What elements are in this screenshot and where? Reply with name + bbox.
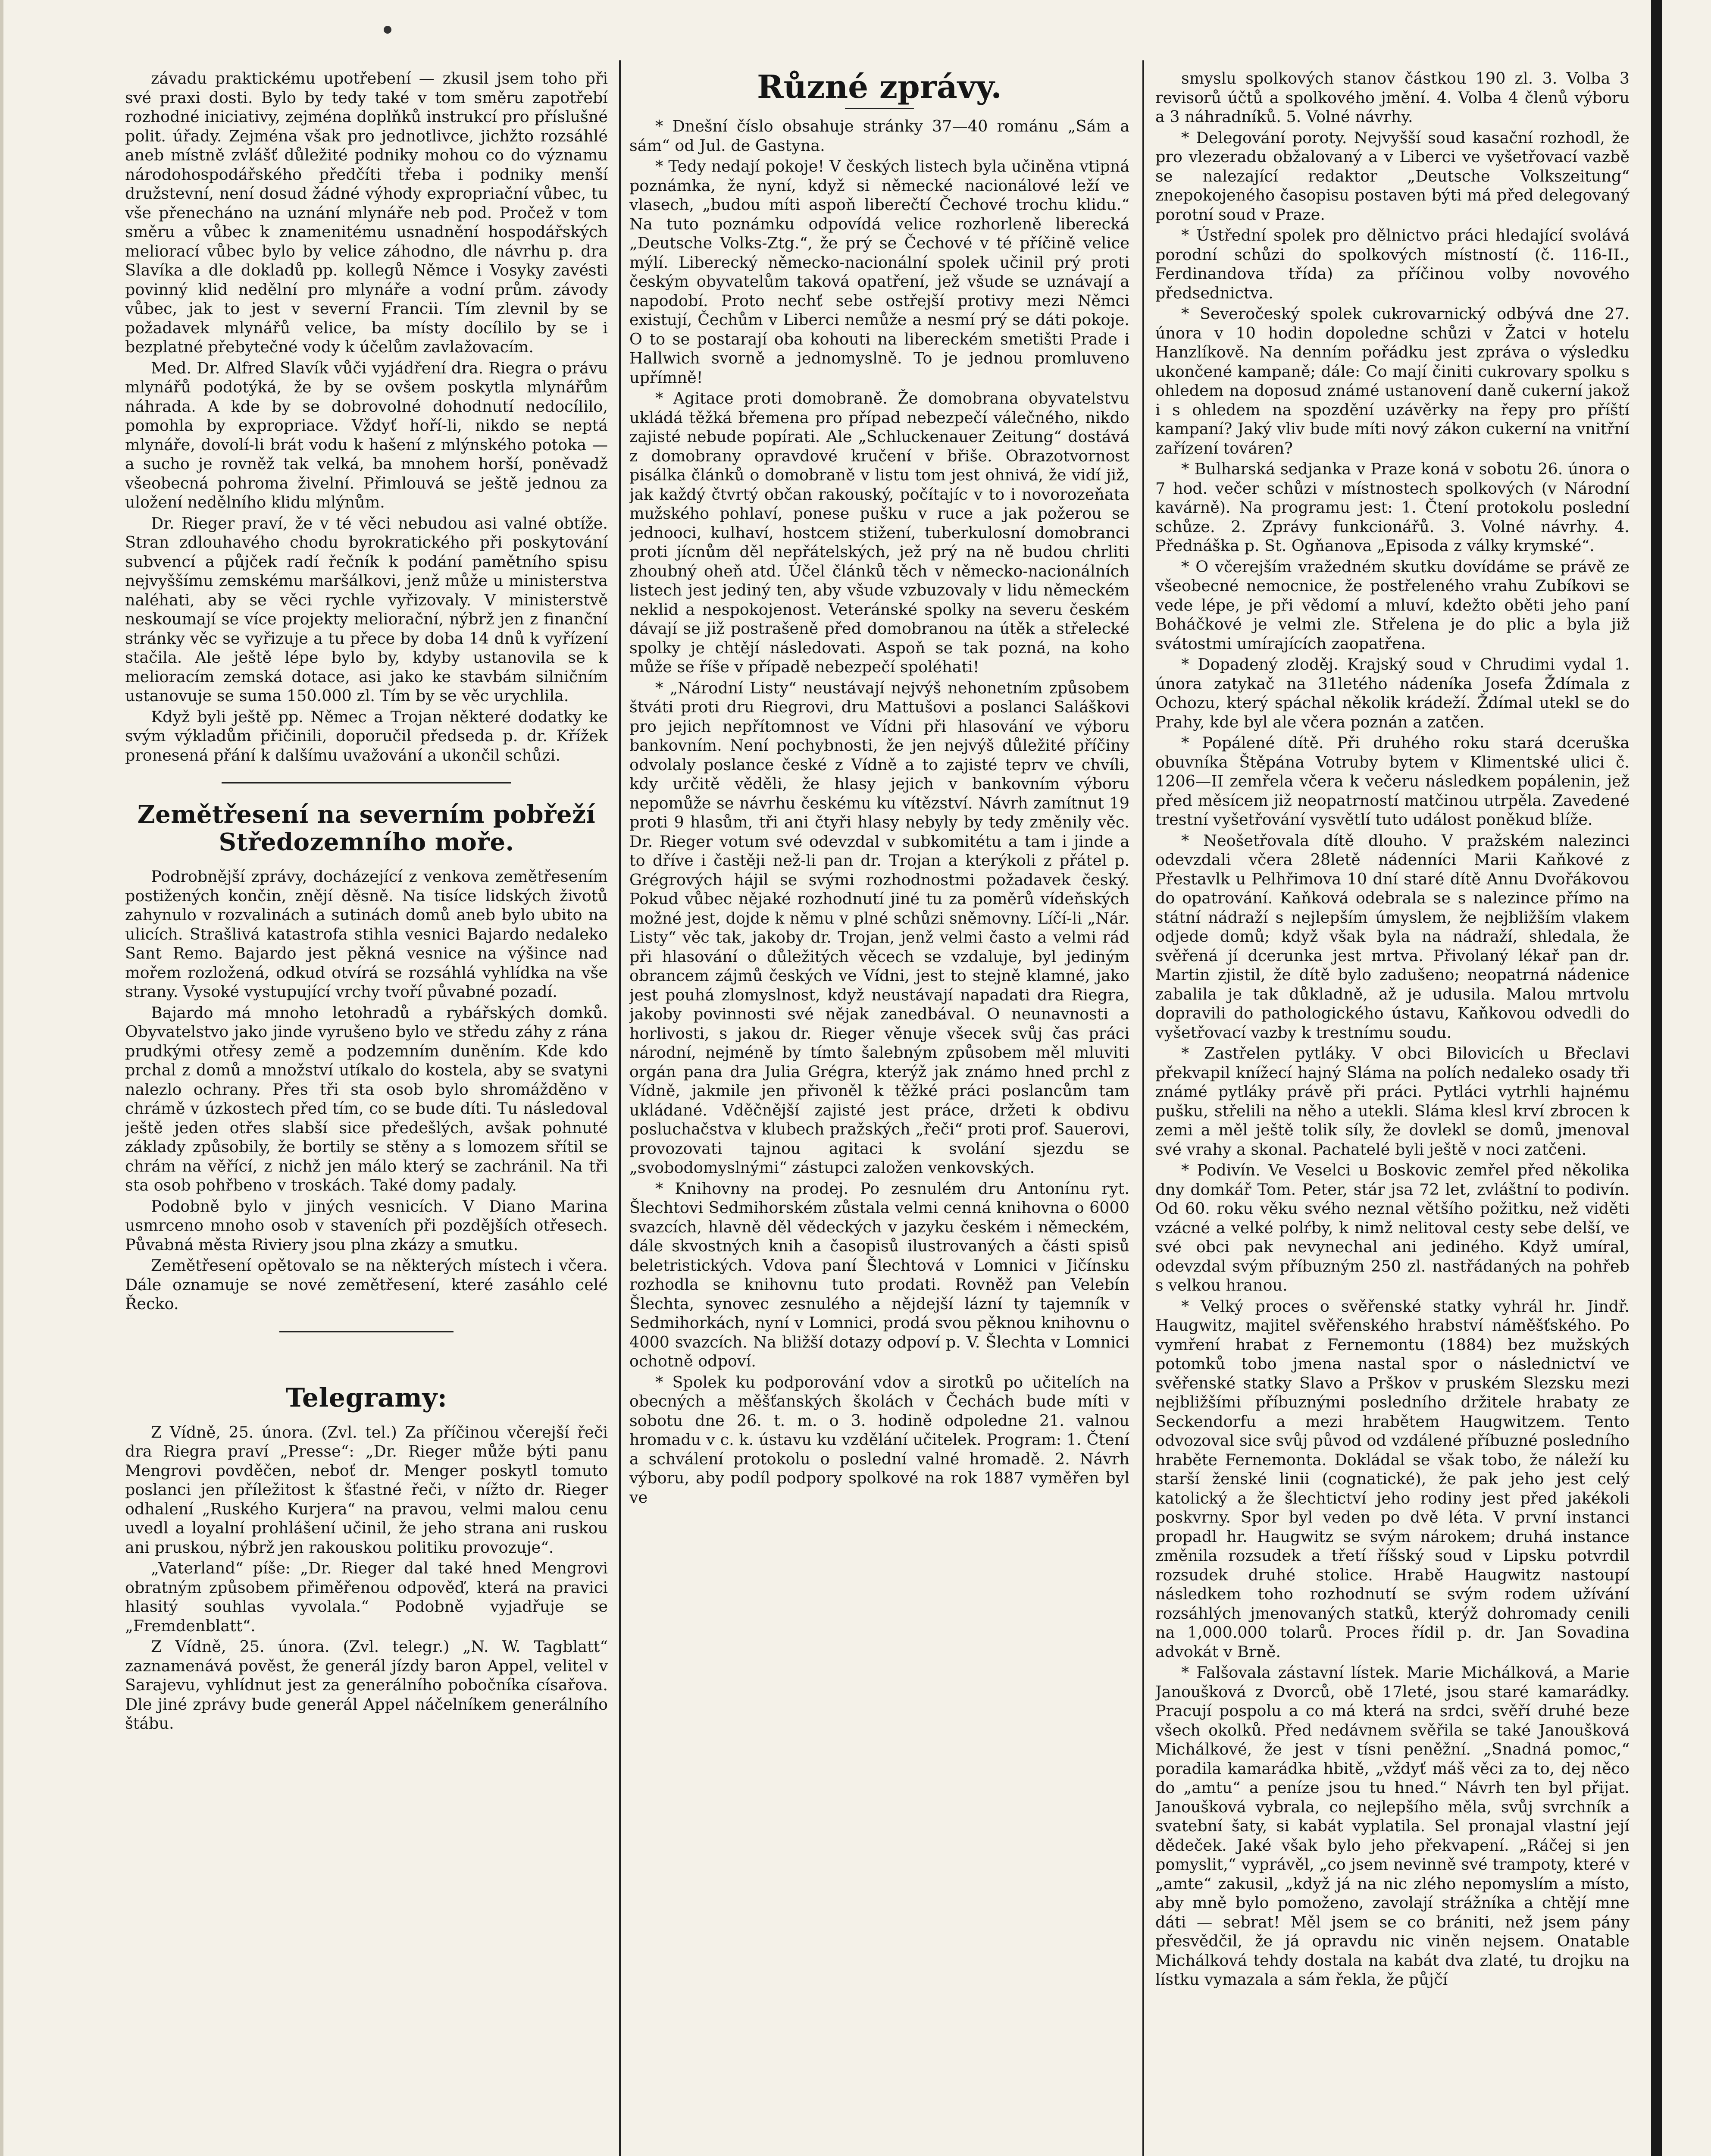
news-item: * Severočeský spolek cukrovarnický odbývá dne 27. února v 10 hodin dopoledne schůzi v Žatci v hotelu Hanzlíkově. Na denním pořádku jest zpráva o výsledku ukončené kampaně; dále: Co mají činiti cukrovary spolku s ohledem na doposud známé ustanovení daně cukerní jakož i s ohledem na spozdění uzávěrky na řepy pro příští kampaní? Jaký vliv bude míti nový zákon cukerní na vnitřní zařízení továren? (1155, 304, 1630, 458)
column-divider-2 (1142, 60, 1144, 2156)
earthquake-paragraph: Bajardo má mnoho letohradů a rybářských domků. Obyvatelstvo jako jinde vyrušeno bylo ve středu záhy z rána prudkými otřesy země a podzemním duněním. Kde kdo prchal z domů a množství utíkalo do kostela, aby se svatyni nalezlo ochrany. Přes tři sta osob bylo shromážděno v chrámě v úzkostech před tím, co se bude díti. Tu následoval ještě jeden otřes slabší sice předešlých, avšak pohnuté základy způsobily, že bortily se stěny a s lomozem sřítil se chrám na věřící, z nichž jen málo který se zachránil. Na tři sta osob pohřbeno v troskách. Také domy padaly. (125, 1003, 608, 1194)
article-paragraph: Med. Dr. Alfred Slavík vůči vyjádření dra. Riegra o právu mlynářů podotýká, že by se ovšem poskytla mlynářům náhrada. A kde by se dobrovolné dohodnutí nedocílilo, pomohla by expropriace. Vždyť hoří-li, nikdo se neptá mlynáře, dovolí-li brát vodu k hašení z mlýnského potoka — a sucho je rovněž tak velká, ba mnohem horší, poněvadž všeobecná pohroma živelní. Přimlouvá se ještě jednou za uložení nedělního klidu mlýnům. (125, 358, 608, 511)
headline-underline (845, 108, 914, 109)
column-3 (1155, 69, 1630, 2156)
article-paragraph: Dr. Rieger praví, že v té věci nebudou asi valné obtíže. Stran zdlouhavého chodu byrokratického při poskytování subvencí a půjček radí řečník k podání pamětního spisu nejvyššímu zemskému maršálkovi, jenž může u ministerstva naléhati, aby se věci rychle vyřizovaly. V ministerstvě neskoumají se více projekty meliorační, nýbrž jen z finanční stránky věc se vyřizuje a tu přece by doba 14 dnů k vyřízení stačila. Ale ještě lépe bylo by, kdyby ustanovila se k melioracím zemská dotace, asi jako ke stavbám silničním ustanovuje se suma 150.000 zl. Tím by se věc urychlila. (125, 514, 608, 705)
earthquake-paragraph: Zemětřesení opětovalo se na některých místech i včera. Dále oznamuje se nové zemětřesení, které zasáhlo celé Řecko. (125, 1256, 608, 1313)
telegrams-headline: Telegramy: (285, 1382, 447, 1413)
column-2 (629, 69, 1129, 2156)
news-item: * Podivín. Ve Veselci u Boskovic zemřel před několika dny domkář Tom. Peter, stár jsa 72 let, zvláštní to podivín. Od 60. roku věku svého neznal většího požitku, než viděti vzácné a velké polŕby, k nimž nelitoval cesty sebe delší, ve své obci pak nevynechal ani jediného. Když umíral, odevzdal svým příbuzným 250 zl. nastřádaných na pohřeb s velkou hranou. (1155, 1161, 1630, 1294)
news-item: * Velký proces o svěřenské statky vyhrál hr. Jindř. Haugwitz, majitel svěřenského hrabství náměšťského. Po vymření hrabat z Fernemontu (1884) bez mužských potomků tobo jmena nastal spor o následnictví ve svěřenské statky Slavo a Prškov v pruském Slezsku mezi nejbližšími příbuznými posledního držitele hrabaty ze Seckendorfu a mezi hrabětem Haugwitzem. Tento odvozoval sice svůj původ od vzdálené příbuzné posledního hraběte Fernemonta. Dokládal se však tobo, že náleží ku starší ženské linii (cognatické), že pak jeho jest celý katolický a že šlechtictví jeho rodiny jest před jakékoli poskvrny. Spor byl veden po dvě léta. V první instanci propadl hr. Haugwitz se svým nárokem; druhá instance změnila rozsudek a třetí říšský soud v Lipsku potvrdil rozsudek druhé stolice. Hrabě Haugwitz nastoupí následkem toho rozhodnutí se svým rodem užívání rozsáhlých jmenovaných statků, kterýž dohromady cenili na 1,000.000 tolarů. Proces řídil p. dr. Jan Sovadina advokát v Brně. (1155, 1297, 1630, 1661)
news-item: * Agitace proti domobraně. Že domobrana obyvatelstvu ukládá těžká břemena pro případ nebezpečí válečného, nikdo zajisté nebude popírati. Ale „Schluckenauer Zeitung“ dostává z domobrany opravdové kručení v břiše. Obrazotvornost pisálka článků o domobraně v listu tom jest ohnivá, že vidí již, jak každý čtvrtý občan rakouský, počítajíc v to i novorozeňata mužského pohlaví, ponese pušku v ruce a jak požerou se jednooci, kulhaví, hostcem stižení, tuberkulosní domobranci proti jícnům děl nepřátelských, jež prý na ně budou chrliti zhoubný oheň atd. Účel článků těch v německo-nacionálních listech jest jediný ten, aby všude vzbuzovaly v lidu německém neklid a nespokojenost. Veteránské spolky na severu českém dávají se již postrašeně před domobranou na útěk a střelecké spolky je chtějí následovati. Aspoň se tak pozná, na koho může se říše v případě nebezpečí spoléhati! (629, 389, 1129, 676)
news-item: * Zastřelen pytláky. V obci Bilovicích u Břeclavi překvapil knížecí hajný Sláma na polích nedaleko osady tři známé pytláky právě při práci. Pytláci vytrhli hajnému pušku, střelili na něho a utekli. Sláma klesl krví zbrocen k zemi a měl ještě tolik síly, že dovlekl se domů, jmenoval své vrahy a skonal. Pachatelé byli ještě v noci zatčeni. (1155, 1044, 1630, 1159)
page-right-edge (1651, 0, 1662, 2156)
section-separator (222, 782, 511, 783)
news-item: * „Národní Listy“ neustávají nejvýš nehonetním způsobem štváti proti dru Riegrovi, dru Mattušovi a poslanci Saláškovi pro jejich nepřítomnost ve Vídni při hlasování ve výboru bankovním. Není pochybnosti, že jen nejvýš důležité příčiny odvolaly poslance české z Vídně a to zajisté teprv ve chvíli, kdy určitě věděli, že hlasy jejich v bankovním výboru nepomůže se návrhu českému ku vítězství. Návrh zamítnut 19 proti 9 hlasům, tři ani čtyři hlasy nebyly by tedy změnily věc. Dr. Rieger votum své odevzdal v subkomitétu a tam i jinde a to dříve i častěji než-li pan dr. Trojan a kterýkoli z přátel p. Grégrových hájil se svými rozhodnostmi požadavek český. Pokud vůbec nějaké rozhodnutí jiné tu za poměrů vídeňských možné jest, dojde k němu v plné schůzi sněmovny. Líčí-li „Nár. Listy“ věc tak, jakoby dr. Trojan, jenž velmi často a velmi rád při hlasování o důležitých věcech se vzdaluje, byl jediným obrancem zájmů českých ve Vídni, jest to stejně klamné, jako jest pouhá zlomyslnost, když neustávají napadati dra Riegra, jakoby povinnosti své nějak zanedbával. O neunavnosti a horlivosti, s jakou dr. Rieger věnuje všecek svůj čas práci národní, nejméně by tímto šalebným způsobem měl mluviti orgán pana dra Julia Grégra, kterýž jak známo hned prchl z Vídně, jakmile jen přivoněl k těžké práci poslancům tam ukládané. Vděčnější zajisté jest práce, držeti k obdivu posluchačstva v klubech pražských „řeči“ proti prof. Sauerovi, provozovati tajnou agitaci k svolání sjezdu se „svobodomyslnými“ zástupci založen venkovských. (629, 678, 1129, 1177)
earthquake-paragraph: Podrobnější zprávy, docházející z venkova zemětřesením postižených končin, znějí děsně. Na tisíce lidských životů zahynulo v rozvalinách a sutinách domů aneb bylo ubito na ulicích. Strašlivá katastrofa stihla vesnici Bajardo nedaleko Sant Remo. Bajardo jest pěkná vesnice na výšince nad mořem rozložená, odkud otvírá se rozsáhlá vyhlídka na vše strany. Vysoké vystupující vrchy tvoří půvabné pozadí. (125, 867, 608, 1001)
news-item: * Ústřední spolek pro dělnictvo práci hledající svolává porodní schůzi do spolkových místností (č. 116-II., Ferdinandova třída) za příčinou volby novového předsednictva. (1155, 226, 1630, 302)
news-item: * Knihovny na prodej. Po zesnulém dru Antonínu ryt. Šlechtovi Sedmihorském zůstala velmi cenná knihovna o 6000 svazcích, hlavně děl vědeckých v jazyku českém i německém, dále skvostných knih a časopisů ilustrovaných a části spisů beletristických. Vdova paní Šlechtová v Lomnici v Jičínsku rozhodla se knihovnu tuto prodati. Rovněž pan Velebín Šlechta, synovec zesnulého a nějdejší lázní ty tajemník v Sedmihorkách, nyní v Lomnici, prodá svou pěknou knihovnu o 4000 svazcích. Na bližší dotazy odpoví p. V. Šlechta v Lomnici ochotně odpoví. (629, 1179, 1129, 1370)
section-separator (279, 1331, 453, 1332)
news-item: * Bulharská sedjanka v Praze koná v sobotu 26. února o 7 hod. večer schůzi v místnostech spolkových (v Národní kavárně). Na programu jest: 1. Čtení protokolu poslední schůze. 2. Zprávy funkcionářů. 3. Volné návrhy. 4. Přednáška p. St. Ogňanova „Episoda z války krymské“. (1155, 460, 1630, 555)
earthquake-paragraph: Podobně bylo v jiných vesnicích. V Diano Marina usmrceno mnoho osob v staveních při pozdějších otřesech. Půvabná města Riviery jsou plna zkázy a smutku. (125, 1197, 608, 1254)
news-item: * Falšovala zástavní lístek. Marie Michálková, a Marie Janoušková z Dvorců, obě 17leté, jsou staré kamarádky. Pracují pospolu a co má která na srdci, svěří druhé beze všech okolků. Před nedávnem svěřila se také Janoušková Michálkové, že jest v tísni peněžní. „Snadná pomoc,“ poradila kamarádka hbitě, „vždyť máš věci za to, dej něco do „amtu“ a peníze jsou tu hned.“ Návrh ten byl přijat. Janoušková vybrala, co nejlepšího měla, svůj svrchník a svatební šaty, si kabát vyplatila. Sel pronajal vlastní její dědeček. Jaké však bylo jeho překvapení. „Ráčej si jen pomyslit,“ vyprávěl, „co jsem nevinně své trampoty, které v „amte“ zakusil, „když já na nic zlého nepomyslím a místo, aby mně bylo pomoženo, zavolají strážníka a chtějí mne dáti — sebrat! Měl jsem se co brániti, než jsem pány přesvědčil, že já opravdu nic viněn nejsem. Onatable Michálková tehdy dostala na kabát dva zlaté, tu drojku na lístku vymazala a sám řekla, že půjčí (1155, 1663, 1630, 1989)
article-paragraph: Když byli ještě pp. Němec a Trojan některé dodatky ke svým výkladům přičinili, doporučil předseda p. dr. Křížek pronesená přání k dalšímu uvažování a ukončil schůzi. (125, 707, 608, 765)
telegram-paragraph: Z Vídně, 25. února. (Zvl. tel.) Za příčinou včerejší řeči dra Riegra praví „Presse“: „Dr. Rieger může býti panu Mengrovi povděčen, neboť dr. Menger poskytl tomuto poslanci jen příležitost k šťastné řeči, v nížto dr. Rieger odhalení „Ruského Kurjera“ na pravou, velmi malou cenu uvedl a loyalní prohlášení učinil, že jeho strana ani ruskou ani pruskou, nýbrž jen rakouskou politiku provozuje“. (125, 1423, 608, 1557)
news-item: * Tedy nedají pokoje! V českých listech byla učiněna vtipná poznámka, že nyní, když si německé nacionálové leží ve vlasech, „budou míti aspoň liberečtí Čechové trochu klidu.“ Na tuto poznámku odpovídá velice rozhorleně liberecká „Deutsche Volks-Ztg.“, že prý se Čechové v té příčině velice mýlí. Liberecký německo-nacionální spolek učinil prý proti českým obyvatelům taková opatření, jež všude se uznávají a napodobí. Proto nechť sebe ostřejší protivy mezi Němci existují, Čechům v Liberci nemůže a nesmí prý se dáti pokoje. O to se postarají oba kohouti na libereckém smetišti Prade i Hallwich svorně a jednomyslně. To je jednou promluveno upřímně! (629, 157, 1129, 387)
news-item: * O včerejším vražedném skutku dovídáme se právě ze všeobecné nemocnice, že postřeleného vrahu Zubíkovi se vede lépe, je při vědomí a mluví, kdežto oběti jeho paní Boháčkové je velmi zle. Střelena je do plic a byla již svátostmi umírajících zaopatřena. (1155, 557, 1630, 653)
column-divider-1 (619, 60, 621, 2156)
misc-news-headline: Různé zprávy. (757, 69, 1002, 106)
news-item: * Neošetřovala dítě dlouho. V pražském nalezinci odevzdali včera 28letě nádenníci Marii Kaňkové z Přestavlk u Pelhřimova 10 dní staré dítě Annu Dvořákovou do opatrování. Kaňková odebrala se s nalezince přímo na státní nádraží s nejlepším úmyslem, že nejbližším vlakem odjede domů; když však byla na nádraží, shledala, že svěřená jí dcerunka jest mrtva. Přivolaný lékař pan dr. Martin zjistil, že dítě bylo zadušeno; neopatrná nádenice zabalila je tak důkladně, až je udusila. Malou mrtvolu dopravili do pathologického ústavu, Kaňkovou odvedli do vyšetřovací vazby k trestnímu soudu. (1155, 831, 1630, 1042)
earthquake-headline: Zemětřesení na severním pobřeží Středozemního moře. (137, 800, 596, 856)
news-item: * Delegování poroty. Nejvyšší soud kasační rozhodl, že pro vlezeradu obžalovaný a v Liberci ve vyšetřovací vazbě se nalezající redaktor „Deutsche Volkszeitung“ znepokojeného časopisu postaven býti má před delegovaný porotní soud v Praze. (1155, 128, 1630, 224)
telegram-paragraph: Z Vídně, 25. února. (Zvl. telegr.) „N. W. Tagblatt“ zaznamenává pověst, že generál jízdy baron Appel, velitel v Sarajevu, vyhlídnut jest za generálního pobočníka císařova. Dle jiné zprávy bude generál Appel náčelníkem generálního štábu. (125, 1637, 608, 1733)
column-1 (125, 69, 608, 2156)
article-paragraph: závadu praktickému upotřebení — zkusil jsem toho při své praxi dosti. Bylo by tedy také v tom směru zapotřebí rozhodné iniciativy, zejména doplňků instrukcí pro příslušné polit. úřady. Zejména však pro jednotlivce, jichžto rozsáhlé aneb místně zvlášť důležité podniky mohou co do významu národohospodářského předčíti třeba i podniky menší družstevní, není dosud žádné výhody expropriační vůbec, tu vše přenecháno na uznání mlynáře neb pod. Pročež v tom směru a vůbec k znamenitému usnadnění hospodářských meliorací vůbec bylo by velice záhodno, dle návrhu p. dra Slavíka a dle dokladů pp. kollegů Němce i Vosyky zavésti povinný klid nedělní pro mlynáře a vodní prům. závody vůbec, jak to jest v severní Francii. Tím zlevnil by se požadavek mlynářů velice, ba místy docílilo by se i bezplatné přebytečné vody k účelům zavlažovacím. (125, 69, 608, 356)
news-item: * Dnešní číslo obsahuje stránky 37—40 románu „Sám a sám“ od Jul. de Gastyna. (629, 117, 1129, 155)
telegram-paragraph: „Vaterland“ píše: „Dr. Rieger dal také hned Mengrovi obratným způsobem přiměřenou odpověď, která na pravici hlasitý souhlas vyvolala.“ Podobně vyjadřuje se „Fremdenblatt“. (125, 1559, 608, 1635)
page-left-edge (0, 0, 3, 2156)
news-item: * Spolek ku podporování vdov a sirotků po učitelích na obecných a měšťanských školách v Čechách bude míti v sobotu dne 26. t. m. o 3. hodině odpoledne 21. valnou hromadu v c. k. ústavu ku vzdělání učitelek. Program: 1. Čtení a schválení protokolu o poslední valné hromadě. 2. Návrh výboru, aby podíl podpory spolkové na rok 1887 vyměřen byl ve (629, 1373, 1129, 1507)
ink-dot-mark (384, 26, 391, 34)
news-item: * Popálené dítě. Při druhého roku stará dceruška obuvníka Štěpána Votruby bytem v Klimentské ulici č. 1206—II zemřela včera k večeru následkem popálenin, jež před měsícem již neopatrností matčinou utrpěla. Zavedené trestní vyšetřování vysvětlí tuto událost poněkud blíže. (1155, 733, 1630, 829)
news-item: * Dopadený zloděj. Krajský soud v Chrudimi vydal 1. února zatykač na 31letého nádeníka Josefa Ždímala z Ochozu, který spáchal několik krádeží. Ždímal utekl se do Prahy, kde byl ale včera poznán a zatčen. (1155, 655, 1630, 731)
news-item: smyslu spolkových stanov částkou 190 zl. 3. Volba 3 revisorů účtů a spolkového jmění. 4. Volba 4 členů výboru a 3 náhradníků. 5. Volné návrhy. (1155, 69, 1630, 126)
